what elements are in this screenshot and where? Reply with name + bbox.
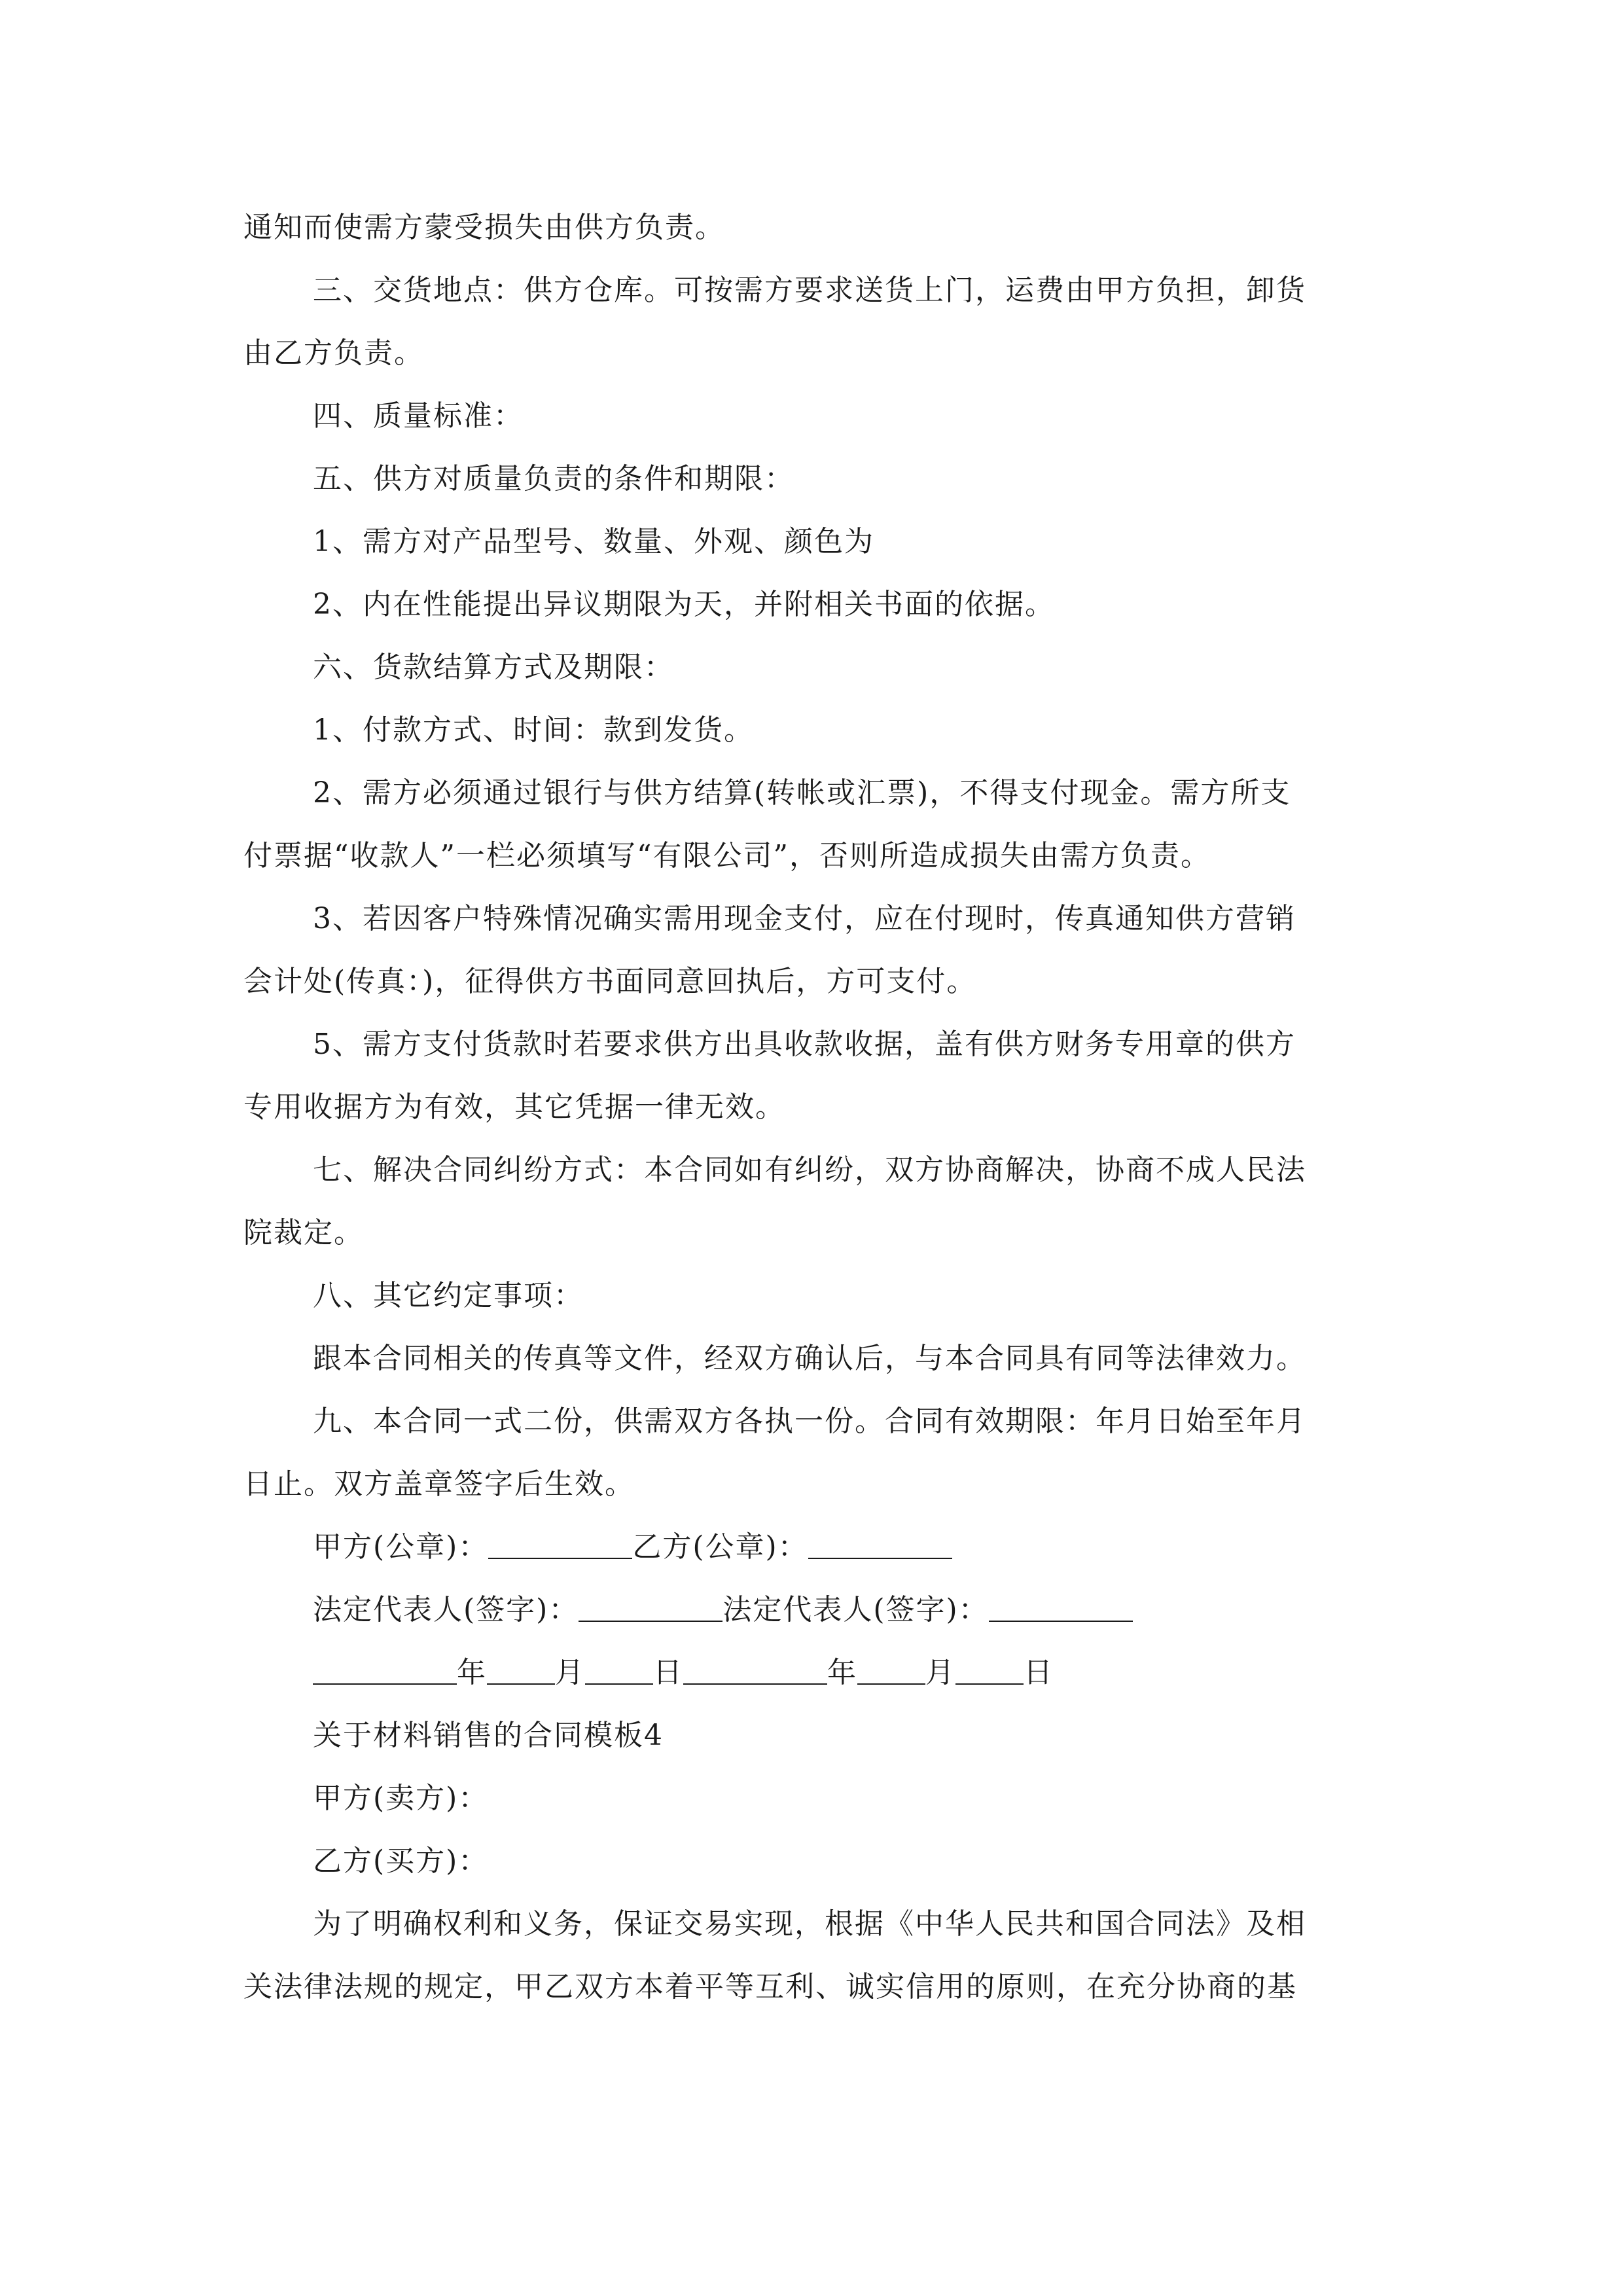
buyer-line: 乙方(买方)： [313,1844,489,1878]
party-a-seal-label: 甲方(公章)： [313,1530,489,1564]
text-line: 1、付款方式、时间：款到发货。 [313,713,754,747]
text-line: 八、其它约定事项： [313,1279,584,1312]
signature-seal-row [313,1528,952,1567]
text-line: 跟本合同相关的传真等文件，经双方确认后，与本合同具有同等法律效力。 [313,1342,1306,1375]
text-line: 由乙方负责。 [243,336,424,370]
text-line: 3、若因客户特殊情况确实需用现金支付，应在付现时，传真通知供方营销 [313,902,1296,935]
text-line: 九、本合同一式二份，供需双方各执一份。合同有效期限：年月日始至年月 [313,1405,1306,1438]
day-blank-b[interactable] [955,1655,1024,1685]
year-blank-a[interactable] [313,1655,457,1685]
month-blank-b[interactable] [857,1655,925,1685]
month-blank-a[interactable] [487,1655,555,1685]
rep-a-blank[interactable] [579,1592,722,1622]
month-label: 月 [925,1656,955,1689]
text-line: 2、内在性能提出异议期限为天，并附相关书面的依据。 [313,588,1055,621]
text-line: 六、货款结算方式及期限： [313,651,674,684]
year-blank-b[interactable] [683,1655,827,1685]
text-line: 专用收据方为有效，其它凭据一律无效。 [243,1090,785,1124]
day-label: 日 [653,1656,683,1689]
party-b-seal-blank[interactable] [808,1529,952,1559]
text-line: 5、需方支付货款时若要求供方出具收款收据，盖有供方财务专用章的供方 [313,1028,1296,1061]
section-title: 关于材料销售的合同模板4 [313,1719,664,1752]
day-label: 日 [1024,1656,1054,1689]
text-line: 院裁定。 [243,1216,364,1249]
text-line: 日止。双方盖章签字后生效。 [243,1467,635,1501]
party-b-seal-label: 乙方(公章)： [632,1530,808,1564]
text-line: 四、质量标准： [313,399,524,433]
year-label: 年 [827,1656,857,1689]
intro-line: 关法律法规的规定，甲乙双方本着平等互利、诚实信用的原则，在充分协商的基 [243,1970,1297,2003]
text-line: 五、供方对质量负责的条件和期限： [313,462,794,495]
rep-b-label: 法定代表人(签字)： [722,1593,989,1626]
month-label: 月 [555,1656,585,1689]
date-row [313,1653,1054,1693]
rep-a-label: 法定代表人(签字)： [313,1593,579,1626]
day-blank-a[interactable] [585,1655,653,1685]
representative-row [313,1590,1133,1630]
text-line: 通知而使需方蒙受损失由供方负责。 [243,211,725,244]
text-line: 1、需方对产品型号、数量、外观、颜色为 [313,525,874,558]
party-a-seal-blank[interactable] [488,1529,632,1559]
text-line: 付票据“收款人”一栏必须填写“有限公司”，否则所造成损失由需方负责。 [243,839,1211,872]
intro-line: 为了明确权利和义务，保证交易实现，根据《中华人民共和国合同法》及相 [313,1907,1306,1941]
text-line: 三、交货地点：供方仓库。可按需方要求送货上门，运费由甲方负担，卸货 [313,274,1306,307]
seller-line: 甲方(卖方)： [313,1782,489,1815]
year-label: 年 [457,1656,487,1689]
text-line: 2、需方必须通过银行与供方结算(转帐或汇票)，不得支付现金。需方所支 [313,776,1291,810]
text-line: 会计处(传真：)，征得供方书面同意回执后，方可支付。 [243,965,977,998]
text-line: 七、解决合同纠纷方式：本合同如有纠纷，双方协商解决，协商不成人民法 [313,1153,1306,1187]
rep-b-blank[interactable] [989,1592,1133,1622]
